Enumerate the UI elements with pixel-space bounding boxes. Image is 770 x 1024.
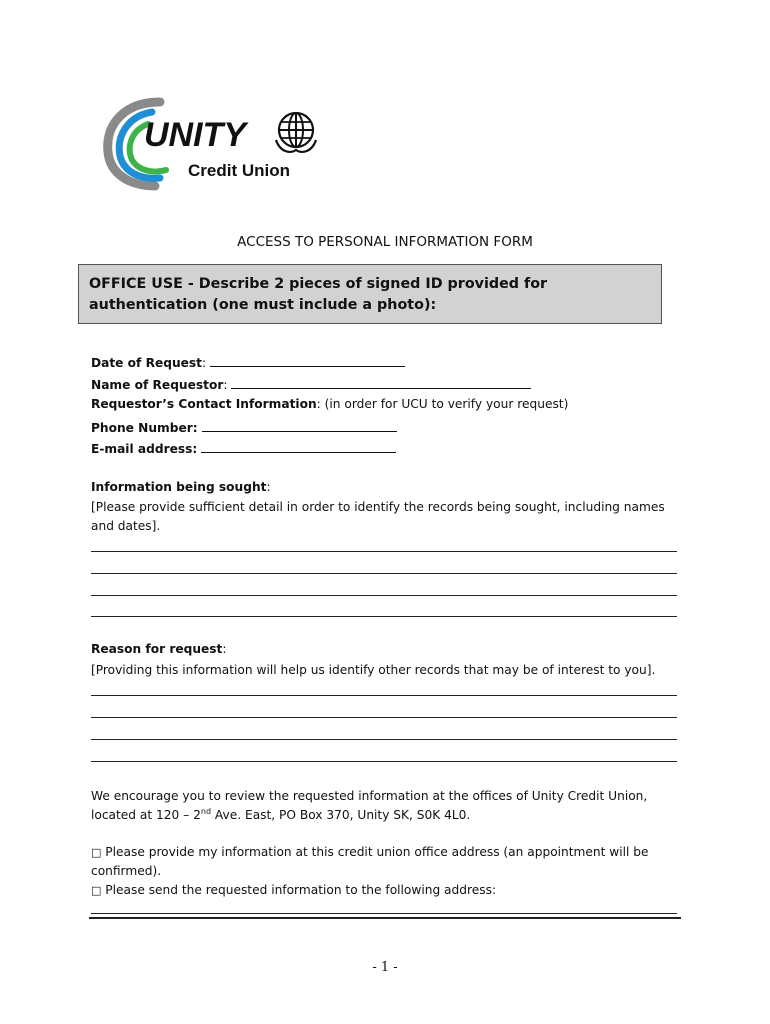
phone-number-row xyxy=(91,419,397,435)
contact-info-note: (in order for UCU to verify your request) xyxy=(320,397,569,411)
info-sought-line-2[interactable] xyxy=(91,573,677,574)
contact-info-label: Requestor’s Contact Information xyxy=(91,397,317,411)
reason-line-1[interactable] xyxy=(91,695,677,696)
page-number: - 1 - xyxy=(372,960,398,975)
info-sought-label: Information being sought xyxy=(91,480,267,494)
name-of-requestor-row: Name of Requestor: xyxy=(91,376,531,392)
reason-line-3[interactable] xyxy=(91,739,677,740)
info-sought-line-3[interactable] xyxy=(91,595,677,596)
mailing-address-line[interactable] xyxy=(89,917,681,919)
contact-info-row: Requestor’s Contact Information: (in order for UCU to verify your request) xyxy=(91,397,569,411)
office-location-text-2: Ave. East, PO Box 370, Unity SK, S0K 4L0. xyxy=(211,808,471,822)
logo-word-unity: UNITY xyxy=(144,116,246,154)
office-location-text-1: We encourage you to review the requested information at the offices of Unity Credit Union, located at 120 – 2 xyxy=(91,789,648,822)
info-sought-heading: Information being sought: xyxy=(91,480,271,494)
date-of-request-row: Date of Request: xyxy=(91,354,405,370)
info-sought-line-1[interactable] xyxy=(91,551,677,552)
option-pickup-label: Please provide my information at this credit union office address (an appointment will be confirmed). xyxy=(91,845,649,878)
option-pickup xyxy=(91,843,681,881)
logo-word-credit-union: Credit Union xyxy=(188,161,290,180)
office-location-paragraph xyxy=(91,787,681,825)
mailing-address-line-top[interactable] xyxy=(91,913,677,914)
option-pickup-checkbox[interactable]: □ xyxy=(91,846,102,859)
logo-graphic xyxy=(100,94,330,194)
info-sought-line-4[interactable] xyxy=(91,616,677,617)
option-mail xyxy=(91,881,681,900)
office-use-box xyxy=(78,264,662,324)
globe-icon xyxy=(276,113,316,152)
date-of-request-label: Date of Request xyxy=(91,356,202,370)
option-mail-checkbox[interactable]: □ xyxy=(91,884,102,897)
info-sought-instructions: [Please provide sufficient detail in order to identify the records being sought, including names and dates]. xyxy=(91,500,665,533)
phone-number-field[interactable] xyxy=(202,419,397,432)
reason-line-2[interactable] xyxy=(91,717,677,718)
reason-line-4[interactable] xyxy=(91,761,677,762)
phone-number-label: Phone Number: xyxy=(91,421,198,435)
office-use-text: OFFICE USE - Describe 2 pieces of signed ID provided for authentication (one must include a photo): xyxy=(89,276,548,313)
email-address-field[interactable] xyxy=(201,440,396,453)
name-of-requestor-field[interactable] xyxy=(231,376,531,389)
reason-instructions: [Providing this information will help us identify other records that may be of interest to you]. xyxy=(91,663,656,677)
office-location-superscript: nd xyxy=(200,806,212,816)
unity-credit-union-logo xyxy=(100,94,330,194)
reason-label: Reason for request xyxy=(91,642,223,656)
date-of-request-field[interactable] xyxy=(210,354,405,367)
reason-heading: Reason for request: xyxy=(91,642,227,656)
name-of-requestor-label: Name of Requestor xyxy=(91,378,224,392)
option-mail-label: Please send the requested information to the following address: xyxy=(105,883,497,897)
email-address-label: E-mail address: xyxy=(91,442,198,456)
form-title: ACCESS TO PERSONAL INFORMATION FORM xyxy=(237,234,533,250)
email-address-row xyxy=(91,440,396,456)
